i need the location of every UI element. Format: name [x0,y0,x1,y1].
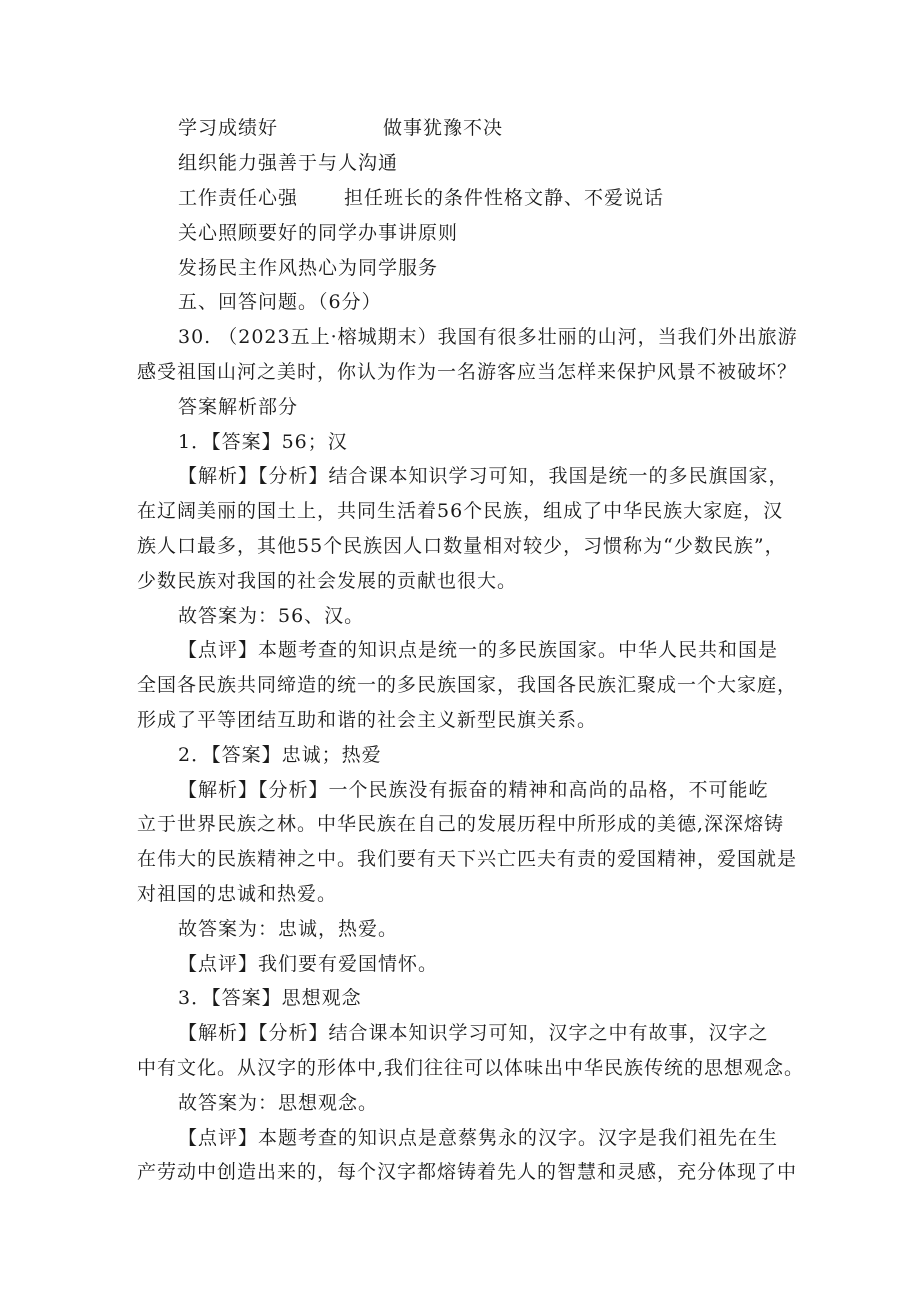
answers-heading: 答案解析部分 [178,396,299,418]
answer-3-final: 故答案为：思想观念。 [178,1092,379,1114]
answer-2-analysis-line-2: 立于世界民族之林。中华民族在自己的发展历程中所形成的美德,深深熔铸 [137,813,785,835]
answer-1-analysis-line-3: 族人口最多，其他55个民族因人口数量相对较少，习惯称为“少数民族”， [137,535,785,557]
answer-1-analysis-line-1: 【解析】【分析】结合课本知识学习可知，我国是统一的多民旗国家， [178,465,789,487]
trait-study: 学习成绩好 [178,117,279,139]
answer-3-analysis-line-1: 【解析】【分析】结合课本知识学习可知，汉字之中有故事，汉字之 [178,1022,769,1044]
section-five-heading: 五、回答问题。（6分） [178,291,382,313]
answer-2-comment: 【点评】我们要有爱国情怀。 [178,953,439,975]
trait-row-2: 组织能力强善于与人沟通 [178,152,399,174]
answer-1: 1．【答案】56；汉 [178,431,348,453]
answer-3-comment-line-1: 【点评】本题考查的知识点是意蔡隽永的汉字。汉字是我们祖先在生 [178,1127,779,1149]
answer-1-comment-line-1: 【点评】本题考查的知识点是统一的多民族国家。中华人民共和国是 [178,639,779,661]
answer-1-comment-line-2: 全国各民族共同缔造的统一的多民族国家，我国各民族汇聚成一个大家庭， [137,674,798,696]
trait-indecisive: 做事犹豫不决 [383,117,504,139]
answer-1-final: 故答案为：56、汉。 [178,605,365,627]
answer-3-comment-line-2: 产劳动中创造出来的，每个汉字都熔铸着先人的智慧和灵感，充分体现了中 [137,1161,798,1183]
trait-row-1 [178,116,503,140]
trait-row-3 [178,186,664,210]
trait-responsible: 工作责任心强 [178,187,299,209]
question-30-line-2: 感受祖国山河之美时，你认为作为一名游客应当怎样来保护风景不被破坏？ [137,361,798,383]
answer-2-analysis-line-3: 在伟大的民族精神之中。我们要有天下兴亡匹夫有责的爱国精神，爱国就是 [137,848,798,870]
answer-1-analysis-line-4: 少数民族对我国的社会发展的贡献也很大。 [137,570,518,592]
trait-row-4: 关心照顾要好的同学办事讲原则 [178,222,459,244]
answer-3: 3．【答案】思想观念 [178,987,362,1009]
answer-2: 2．【答案】忠诚；热爱 [178,744,382,766]
trait-row-5: 发扬民主作风热心为同学服务 [178,257,439,279]
answer-1-analysis-line-2: 在辽阔美丽的国土上，共同生活着56个民族，组成了中华民族大家庭，汉 [137,500,784,522]
answer-2-final: 故答案为：忠诚，热爱。 [178,918,399,940]
answer-3-analysis-line-2: 中有文化。从汉字的形体中,我们往往可以体味出中华民族传统的思想观念。 [137,1057,805,1079]
answer-2-analysis-line-1: 【解析】【分析】一个民族没有振奋的精神和高尚的品格，不可能屹 [178,779,769,801]
answer-2-analysis-line-4: 对祖国的忠诚和热爱。 [137,883,338,905]
trait-monitor-conditions: 担任班长的条件性格文静、不爱说话 [344,187,665,209]
answer-1-comment-line-3: 形成了平等团结互助和谐的社会主义新型民旗关系。 [137,709,598,731]
question-30-line-1: 30. （2023五上·榕城期末）我国有很多壮丽的山河，当我们外出旅游 [178,326,798,348]
